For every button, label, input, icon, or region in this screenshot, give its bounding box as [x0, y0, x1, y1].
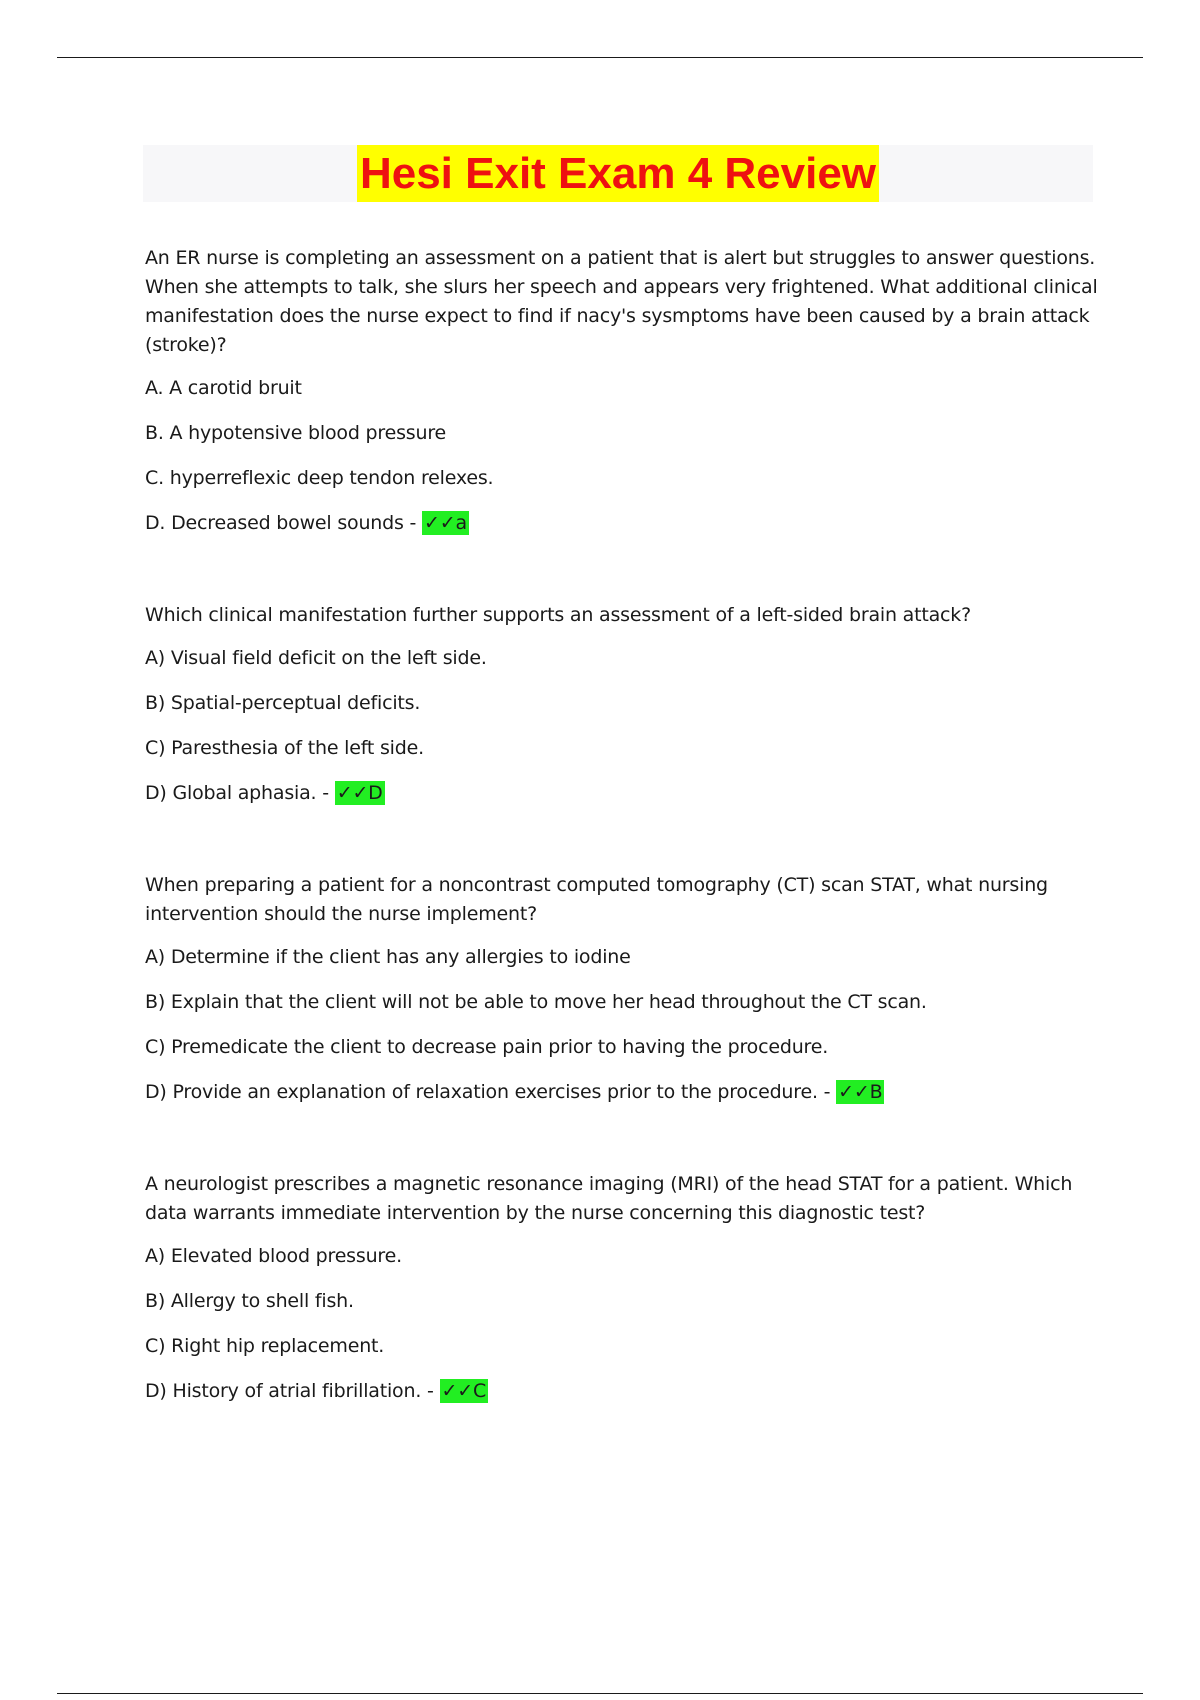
question-block [145, 601, 1105, 808]
answer-option-with-key [145, 779, 1105, 808]
answer-option: C) Premedicate the client to decrease pain prior to having the procedure. [145, 1036, 829, 1058]
answer-option-with-key [145, 509, 1105, 538]
answer-option: C. hyperreflexic deep tendon relexes. [145, 467, 494, 489]
answer-option: A. A carotid bruit [145, 377, 302, 399]
title-band [143, 145, 1093, 202]
question-text: Which clinical manifestation further supports an assessment of a left-sided brain attack? [145, 604, 971, 626]
answer-option: B. A hypotensive blood pressure [145, 422, 447, 444]
answer-option: B) Allergy to shell fish. [145, 1290, 354, 1312]
answer-option: A) Visual field deficit on the left side. [145, 647, 487, 669]
answer-option: B) Explain that the client will not be able to move her head throughout the CT scan. [145, 991, 927, 1013]
footer-rule [57, 1693, 1143, 1694]
question-block [145, 871, 1105, 1107]
correct-answer-badge: ✓✓a [424, 512, 467, 534]
question-text: An ER nurse is completing an assessment on a patient that is alert but struggles to answer questions. When she attempts to talk, she slurs her speech and appears very frightened. What additional clinical manifestation does the nurse expect to find if nacy's sysmptoms have been caused by a brain attack (stroke)? [145, 247, 1098, 356]
question-text: A neurologist prescribes a magnetic resonance imaging (MRI) of the head STAT for a patient. Which data warrants immediate intervention by the nurse concerning this diagnostic test? [145, 1173, 1073, 1224]
correct-answer-badge: ✓✓D [336, 782, 383, 804]
correct-answer-badge: ✓✓C [441, 1380, 487, 1402]
answer-option-with-key [145, 1078, 1105, 1107]
question-block [145, 244, 1105, 538]
header-rule [57, 57, 1143, 58]
question-text: When preparing a patient for a noncontrast computed tomography (CT) scan STAT, what nursing intervention should the nurse implement? [145, 874, 1048, 925]
answer-option: D. Decreased bowel sounds - [145, 512, 423, 534]
page-title: Hesi Exit Exam 4 Review [357, 145, 879, 202]
correct-answer-badge: ✓✓B [838, 1081, 883, 1103]
answer-option: D) History of atrial fibrillation. - [145, 1380, 440, 1402]
answer-option: A) Determine if the client has any allergies to iodine [145, 946, 631, 968]
answer-option: D) Provide an explanation of relaxation exercises prior to the procedure. - [145, 1081, 837, 1103]
answer-option-with-key [145, 1377, 1105, 1406]
question-block [145, 1170, 1105, 1406]
question-list [145, 244, 1105, 1469]
answer-option: A) Elevated blood pressure. [145, 1245, 402, 1267]
answer-option: C) Right hip replacement. [145, 1335, 385, 1357]
answer-option: C) Paresthesia of the left side. [145, 737, 424, 759]
answer-option: D) Global aphasia. - [145, 782, 335, 804]
answer-option: B) Spatial-perceptual deficits. [145, 692, 421, 714]
